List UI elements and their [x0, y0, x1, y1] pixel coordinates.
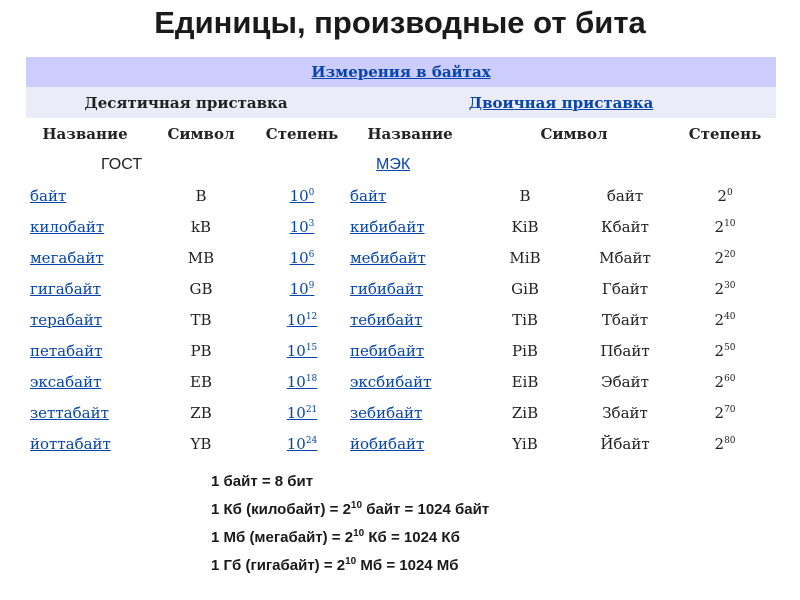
decimal-symbol: PB: [190, 341, 212, 360]
decimal-prefix-header: Десятичная приставка: [26, 87, 346, 118]
binary-power: [674, 242, 776, 273]
power-base: 10: [289, 217, 309, 236]
decimal-symbol: ZB: [190, 403, 212, 422]
decimal-power-link[interactable]: [290, 280, 315, 298]
note-exponent: 10: [345, 556, 357, 567]
power-exponent: 15: [305, 342, 318, 353]
standards-row: [26, 149, 776, 180]
note-text-tail: Мб = 1024 Мб: [356, 557, 459, 574]
note-exponent: 10: [350, 500, 363, 511]
table-row: [26, 180, 776, 211]
col-binary-power: Степень: [688, 124, 762, 143]
power-exponent: 30: [724, 280, 736, 291]
binary-gost-symbol: байт: [606, 186, 644, 205]
power-exponent: 70: [724, 404, 736, 415]
table-row: [26, 335, 776, 366]
power-base: 10: [289, 279, 309, 298]
col-decimal-symbol: Символ: [167, 124, 235, 143]
decimal-unit-link[interactable]: эксабайт: [30, 372, 102, 391]
binary-gost-symbol: Тбайт: [601, 310, 649, 329]
table-row: [26, 242, 776, 273]
binary-unit-link[interactable]: кибибайт: [350, 217, 425, 236]
power-exponent: 40: [724, 311, 736, 322]
binary-symbol: GiB: [511, 279, 539, 298]
power-base: 2: [714, 341, 725, 360]
power-exponent: 80: [724, 435, 736, 446]
power-base: 10: [289, 186, 309, 205]
power-exponent: 10: [724, 218, 736, 229]
header-link[interactable]: Измерения в байтах: [311, 63, 491, 81]
power-base: 10: [286, 403, 306, 422]
binary-power: [674, 304, 776, 335]
col-binary-name: Название: [367, 124, 453, 143]
power-base: 10: [286, 434, 306, 453]
decimal-unit-link[interactable]: зеттабайт: [30, 403, 109, 422]
binary-prefix-link[interactable]: Двоичная приставка: [468, 93, 654, 112]
col-decimal-name: Название: [42, 124, 128, 143]
conversion-notes: [211, 468, 489, 580]
binary-unit-link[interactable]: йобибайт: [350, 434, 425, 453]
power-exponent: 21: [305, 404, 318, 415]
decimal-symbol: TB: [190, 310, 212, 329]
binary-gost-symbol: Пбайт: [600, 341, 650, 360]
binary-symbol: YiB: [512, 434, 538, 453]
binary-unit-link[interactable]: мебибайт: [350, 248, 426, 267]
power-base: 2: [714, 403, 725, 422]
decimal-symbol: EB: [190, 372, 212, 391]
decimal-unit-link[interactable]: байт: [30, 186, 67, 205]
power-base: 10: [286, 341, 306, 360]
binary-power: [674, 180, 776, 211]
power-base: 2: [714, 248, 725, 267]
decimal-unit-link[interactable]: килобайт: [30, 217, 105, 236]
decimal-symbol: GB: [189, 279, 213, 298]
power-exponent: 9: [308, 280, 315, 291]
power-base: 10: [286, 310, 306, 329]
binary-power: [674, 397, 776, 428]
power-base: 10: [289, 248, 309, 267]
binary-power: [674, 366, 776, 397]
note-line: [211, 524, 489, 552]
binary-symbol: EiB: [511, 372, 539, 391]
binary-symbol: TiB: [512, 310, 538, 329]
decimal-power-link[interactable]: [290, 249, 315, 267]
decimal-power-link[interactable]: [290, 218, 315, 236]
power-exponent: 12: [305, 311, 318, 322]
note-text: 1 байт = 8 бит: [211, 473, 314, 490]
column-headers-row: [26, 118, 776, 149]
power-base: 2: [714, 434, 725, 453]
binary-gost-symbol: Кбайт: [601, 217, 649, 236]
table-row: [26, 397, 776, 428]
decimal-power-link[interactable]: [287, 435, 318, 453]
binary-gost-symbol: Эбайт: [601, 372, 649, 391]
power-base: 2: [714, 279, 725, 298]
decimal-power-link[interactable]: [287, 373, 318, 391]
binary-unit-link[interactable]: гибибайт: [350, 279, 424, 298]
binary-symbol: KiB: [511, 217, 539, 236]
units-table: [26, 57, 776, 459]
power-exponent: 60: [724, 373, 736, 384]
decimal-symbol: MB: [187, 248, 215, 267]
decimal-power-link[interactable]: [287, 404, 318, 422]
binary-unit-link[interactable]: зебибайт: [350, 403, 423, 422]
power-exponent: 18: [305, 373, 318, 384]
power-exponent: 20: [724, 249, 736, 260]
power-exponent: 0: [726, 187, 733, 198]
note-text: 1 Мб (мегабайт) = 2: [211, 529, 354, 546]
power-base: 10: [286, 372, 306, 391]
binary-symbol: MiB: [509, 248, 541, 267]
table-row: [26, 211, 776, 242]
power-exponent: 50: [724, 342, 736, 353]
table-row: [26, 273, 776, 304]
decimal-symbol: YB: [190, 434, 212, 453]
binary-gost-symbol: Мбайт: [599, 248, 651, 267]
power-base: 2: [714, 310, 725, 329]
binary-unit-link[interactable]: тебибайт: [350, 310, 423, 329]
binary-power: [674, 428, 776, 459]
binary-symbol: B: [519, 186, 531, 205]
gost-label: ГОСТ: [101, 155, 143, 173]
binary-power: [674, 335, 776, 366]
binary-symbol: ZiB: [511, 403, 539, 422]
binary-gost-symbol: Збайт: [602, 403, 648, 422]
units-table-container: [26, 57, 776, 459]
power-exponent: 0: [308, 187, 315, 198]
table-row: [26, 428, 776, 459]
binary-power: [674, 211, 776, 242]
decimal-power-link[interactable]: [287, 311, 318, 329]
binary-unit-link[interactable]: пебибайт: [350, 341, 425, 360]
binary-gost-symbol: Йбайт: [600, 434, 650, 453]
power-exponent: 6: [308, 249, 315, 260]
col-binary-symbol: Символ: [540, 124, 608, 143]
decimal-symbol: kB: [190, 217, 212, 236]
decimal-power-link[interactable]: [290, 187, 315, 205]
power-base: 2: [714, 372, 725, 391]
iec-link[interactable]: МЭК: [376, 155, 411, 173]
note-text-tail: Кб = 1024 Кб: [364, 529, 460, 546]
note-text: 1 Кб (килобайт) = 2: [211, 501, 351, 518]
note-line: [211, 496, 489, 524]
binary-symbol: PiB: [512, 341, 538, 360]
power-exponent: 24: [305, 435, 318, 446]
binary-unit-link[interactable]: эксбибайт: [350, 372, 432, 391]
table-row: [26, 304, 776, 335]
note-text: 1 Гб (гигабайт) = 2: [211, 557, 346, 574]
col-decimal-power: Степень: [265, 124, 339, 143]
decimal-power-link[interactable]: [287, 342, 318, 360]
table-header-row: [26, 57, 776, 87]
binary-unit-link[interactable]: байт: [350, 186, 387, 205]
decimal-unit-link[interactable]: гигабайт: [30, 279, 101, 298]
decimal-unit-link[interactable]: йоттабайт: [30, 434, 111, 453]
decimal-symbol: B: [195, 186, 207, 205]
binary-power: [674, 273, 776, 304]
decimal-unit-link[interactable]: терабайт: [30, 310, 102, 329]
decimal-unit-link[interactable]: петабайт: [30, 341, 103, 360]
binary-gost-symbol: Гбайт: [601, 279, 649, 298]
note-line: [211, 468, 489, 496]
decimal-unit-link[interactable]: мегабайт: [30, 248, 104, 267]
table-row: [26, 366, 776, 397]
note-exponent: 10: [353, 528, 365, 539]
power-base: 2: [714, 217, 725, 236]
slide-title: Единицы, производные от бита: [154, 5, 646, 40]
power-exponent: 3: [308, 218, 315, 229]
prefix-row: [26, 87, 776, 118]
power-base: 2: [717, 186, 727, 205]
note-text-tail: байт = 1024 байт: [362, 501, 490, 518]
note-line: [211, 552, 489, 580]
